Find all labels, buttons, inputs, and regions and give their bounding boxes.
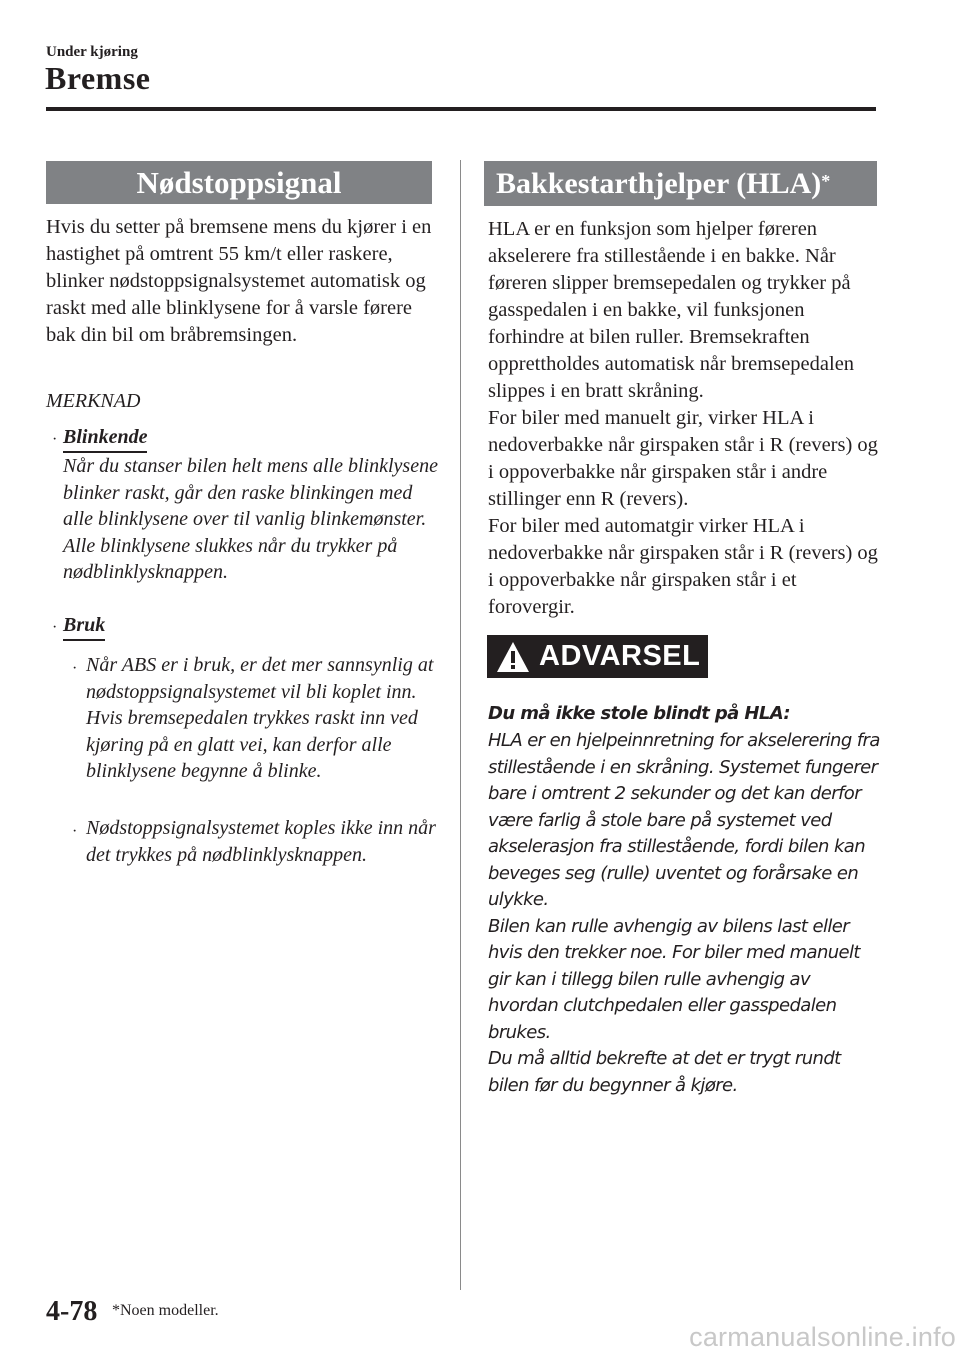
section-heading-text: Bakkestarthjelper (HLA) <box>496 166 822 200</box>
note-label: MERKNAD <box>46 390 141 412</box>
footnote: *Noen modeller. <box>112 1302 219 1319</box>
hla-paragraph-manual: For biler med manuelt gir, virker HLA i nedoverbakke når girspaken står i R (revers) og i oppoverbakke når girspaken står i andre stillinger enn R (revers). <box>488 407 878 510</box>
warning-paragraph: HLA er en hjelpeinnretning for akselerering fra stillestående i en skråning. Systemet fungerer bare i omtrent 2 sekunder og det kan derfor være farlig å stole bare på systemet ved akselerasjon fra stillestående, fordi bilen kan beveges seg (rulle) uventet og forårsake en ulykke. <box>488 730 880 910</box>
note-item-hazard-button: Nødstoppsignalsystemet koples ikke inn når det trykkes på nødblinklysknappen. <box>86 817 436 866</box>
column-divider <box>460 160 461 1290</box>
chapter-label: Under kjøring <box>46 44 138 60</box>
optional-equipment-mark: * <box>821 171 831 191</box>
hla-description <box>488 216 883 621</box>
sub-bullet-dot: · <box>72 660 78 677</box>
note-subheading-use: Bruk <box>63 614 105 641</box>
header-rule <box>46 107 876 111</box>
note-item-abs: Når ABS er i bruk, er det mer sannsynlig at nødstoppsignalsystemet vil bli koplet inn. Hvis bremsepedalen trykkes raskt inn ved kjøring på en glatt vei, kan derfor alle blinklysene begynne å blinke. <box>86 654 434 782</box>
note-subheading-blinking: Blinkende <box>63 426 147 453</box>
warning-title: Du må ikke stole blindt på HLA: <box>488 703 790 724</box>
warning-paragraph: Bilen kan rulle avhengig av bilens last eller hvis den trekker noe. For biler med manuelt gir kan i tillegg bilen rulle avhengig av hvordan clutchpedalen eller gasspedalen brukes. <box>488 915 860 1043</box>
bullet-dot: · <box>52 431 58 448</box>
section-heading-emergency-stop-signal: Nødstoppsignal <box>46 161 432 204</box>
hla-paragraph-automatic: For biler med automatgir virker HLA i nedoverbakke når girspaken står i R (revers) og i oppoverbakke når girspaken står i et forovergir. <box>488 515 878 618</box>
section-heading-hill-launch-assist <box>484 161 877 206</box>
warning-triangle-icon <box>495 640 531 674</box>
hla-paragraph: HLA er en funksjon som hjelper føreren akselerere fra stillestående i en bakke. Når føreren slipper bremsepedalen og trykker på gasspedalen i en bakke, vil funksjonen forhindre at bilen ruller. Bremsekraften opprettholdes automatisk når bremsepedalen slippes i en bratt skråning. <box>488 218 855 402</box>
page-number: 4-78 <box>46 1296 98 1327</box>
warning-banner <box>487 635 708 678</box>
emergency-stop-paragraph: Hvis du setter på bremsene mens du kjører i en hastighet på omtrent 55 km/t eller raskere, blinker nødstoppsignalsystemet automatisk og raskt med alle blinklysene for å varsle førere bak din bil om bråbremsingen. <box>46 216 432 346</box>
warning-label: ADVARSEL <box>539 640 701 672</box>
warning-paragraph: Du må alltid bekrefte at det er trygt rundt bilen før du begynner å kjøre. <box>488 1048 841 1096</box>
page-title: Bremse <box>45 60 151 96</box>
note-text-blinking: Når du stanser bilen helt mens alle blinklysene blinker raskt, går den raske blinkingen med alle blinklysene over til vanlig blinkemønster. Alle blinklysene slukkes når du trykker på nødblinklysknappen. <box>63 455 438 583</box>
warning-text <box>488 728 883 1099</box>
sub-bullet-dot: · <box>72 823 78 840</box>
bullet-dot: · <box>52 619 58 636</box>
watermark: carmanualsonline.info <box>689 1322 956 1352</box>
